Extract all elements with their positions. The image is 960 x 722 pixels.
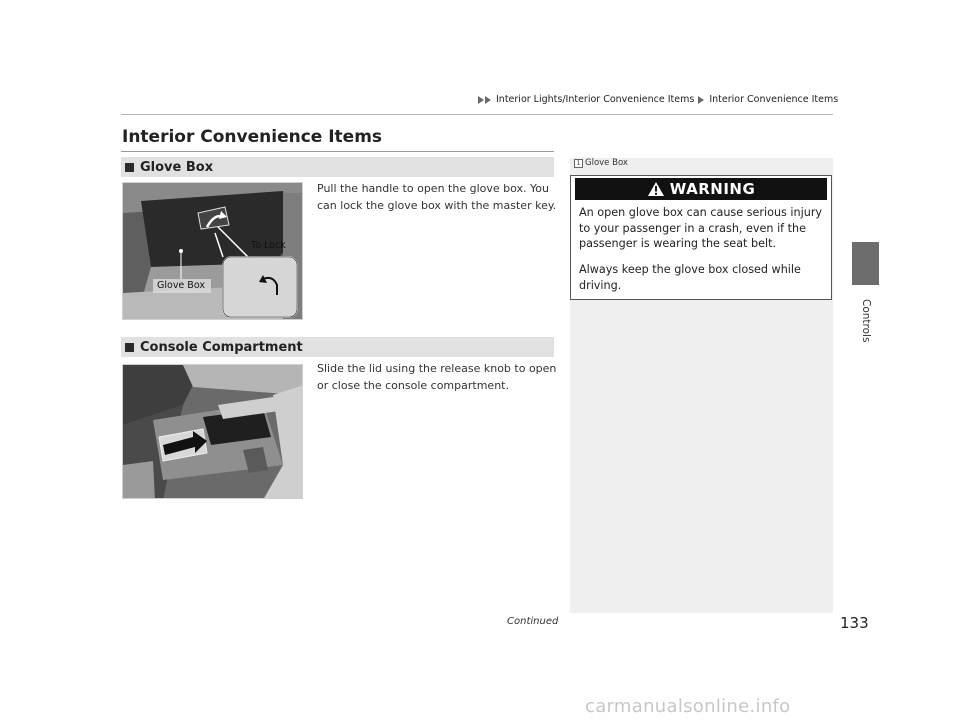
console-photo [122,364,303,499]
note-reference-icon: 1 [574,159,583,168]
warning-title: WARNING [669,180,756,198]
breadcrumb-arrow-icon [478,96,484,104]
breadcrumb-arrow-icon [698,96,704,104]
breadcrumb [478,94,838,105]
header-divider [121,114,833,115]
side-tab-text: Controls [860,299,872,343]
note-reference [574,158,628,168]
warning-text-2: Always keep the glove box closed while driving. [579,263,801,292]
glove-box-photo [122,182,303,320]
section-title-console: Console Compartment [140,339,303,355]
warning-box [570,175,832,300]
label-glove-box: Glove Box [157,280,205,291]
breadcrumb-arrow-icon [485,96,491,104]
glove-box-illustration [123,183,303,320]
watermark: carmanualsonline.info [585,696,791,717]
console-illustration [123,365,303,499]
section-header-console [121,337,554,357]
section-bullet-icon [125,343,134,352]
warning-triangle-icon [647,181,665,197]
continued-label: Continued [507,616,559,627]
page-number: 133 [840,614,869,632]
page-title: Interior Convenience Items [122,127,383,147]
side-tab-marker [852,242,879,285]
console-instructions: Slide the lid using the release knob to open or close the console compartment. [317,362,557,392]
breadcrumb-item-2[interactable]: Interior Convenience Items [709,94,839,105]
note-reference-label: Glove Box [585,158,628,168]
warning-text-1: An open glove box can cause serious injury to your passenger in a crash, even if the passenger is wearing the seat belt. [579,206,823,250]
section-bullet-icon [125,163,134,172]
breadcrumb-item-1[interactable]: Interior Lights/Interior Convenience Items [496,94,695,105]
glove-box-instructions: Pull the handle to open the glove box. You can lock the glove box with the master key. [317,182,557,212]
section-header-glove-box [121,157,554,177]
warning-header [575,178,827,200]
title-divider [121,151,554,152]
side-tab-label [852,295,879,355]
label-to-lock: To Lock [251,240,286,251]
section-title-glove-box: Glove Box [140,159,214,175]
